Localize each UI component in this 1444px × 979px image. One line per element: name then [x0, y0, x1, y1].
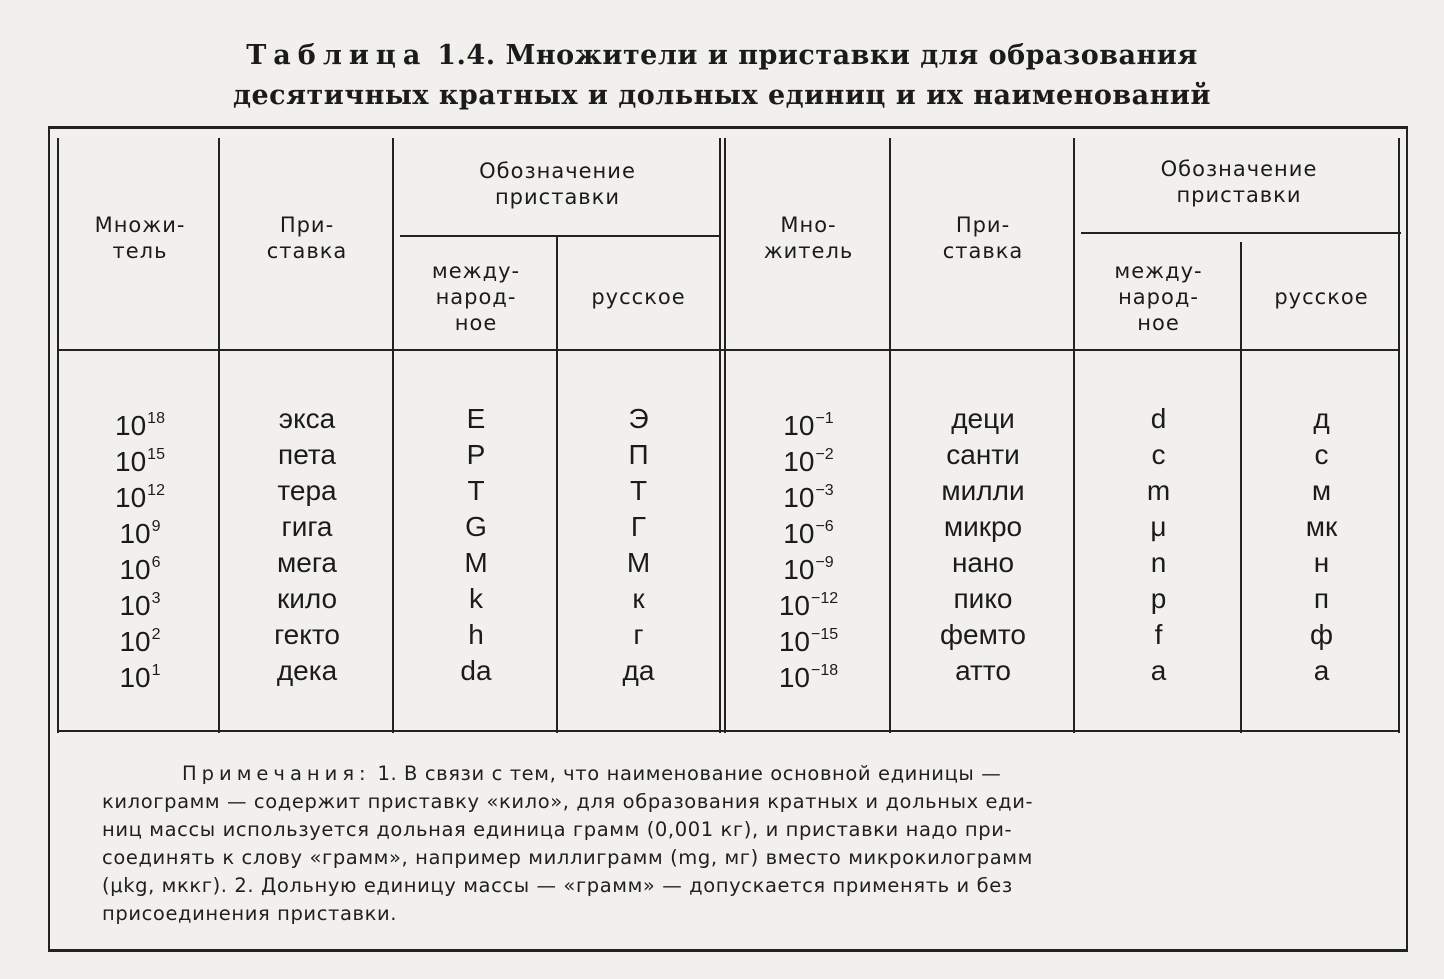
table-cell-rus-symbol: к — [632, 583, 645, 614]
col-rule-4a — [719, 138, 721, 733]
column-russian-right — [1242, 401, 1401, 689]
table-cell-multiplier: $10^9$ — [119, 518, 161, 549]
table-cell-multiplier: $10^1$ — [119, 662, 161, 693]
header-designation-left: Обозначение приставки — [479, 159, 636, 209]
table-cell-intl-symbol: P — [466, 439, 486, 470]
table-cell-intl-symbol: c — [1151, 439, 1166, 470]
table-cell-multiplier: $10^6$ — [119, 554, 161, 585]
col-rule-4b — [724, 138, 726, 733]
table-cell-prefix: кило — [276, 583, 338, 614]
table-cell-intl-symbol: T — [467, 475, 485, 506]
notes-line: соединять к слову «грамм», например миллиграмм (mg, мг) вместо микрокилограмм — [102, 846, 1033, 869]
table-cell-prefix: тера — [277, 475, 337, 506]
table-title-prefix: Таблица — [246, 40, 428, 71]
col-rule-2 — [392, 138, 394, 733]
table-cell-intl-symbol: E — [466, 403, 486, 434]
table-cell-prefix: дека — [276, 655, 338, 686]
header-international-left: между- народ- ное — [431, 259, 521, 335]
table-cell-rus-symbol: н — [1313, 547, 1330, 578]
column-multiplier-right — [728, 401, 889, 693]
notes-line: (μkg, мккг). 2. Дольную единицу массы — «грамм» — допускается применять и без — [102, 874, 1013, 897]
col-rule-1 — [218, 138, 220, 733]
table-title-rest: 1.4. Множители и приставки для образования — [437, 40, 1198, 71]
notes-line: ниц массы используется дольная единица грамм (0,001 кг), и приставки надо при- — [102, 818, 1013, 841]
header-prefix-right: При- ставка — [942, 213, 1024, 263]
header-russian-right: русское — [1274, 285, 1369, 309]
table-cell-prefix: гекто — [274, 619, 340, 650]
table-cell-prefix: деци — [951, 403, 1015, 434]
table-cell-prefix: милли — [941, 475, 1025, 506]
table-cell-prefix: атто — [955, 655, 1011, 686]
table-cell-multiplier: $10^{-12}$ — [778, 590, 839, 621]
table-cell-rus-symbol: П — [628, 439, 649, 470]
header-prefix-left: При- ставка — [266, 213, 348, 263]
notes-line: присоединения приставки. — [102, 902, 398, 925]
body-bottom-rule — [59, 730, 1399, 732]
header-multiplier-left: Множи- тель — [94, 213, 186, 263]
table-cell-rus-symbol: п — [1313, 583, 1330, 614]
table-cell-intl-symbol: d — [1150, 403, 1167, 434]
header-russian-left: русское — [591, 285, 686, 309]
header-international-right: между- народ- ное — [1114, 259, 1203, 335]
notes-lead: Примечания: — [182, 762, 371, 785]
designation-rule-right — [1081, 232, 1401, 234]
col-rule-6 — [1073, 138, 1075, 733]
table-cell-multiplier: $10^2$ — [119, 626, 161, 657]
table-cell-rus-symbol: с — [1314, 439, 1329, 470]
table-cell-multiplier: $10^{12}$ — [115, 482, 165, 513]
table-cell-multiplier: $10^{-3}$ — [783, 482, 834, 513]
table-cell-rus-symbol: Э — [628, 403, 649, 434]
table-cell-multiplier: $10^3$ — [119, 590, 161, 621]
table-title-line-2: десятичных кратных и дольных единиц и их наименований — [233, 80, 1211, 111]
column-multiplier-left — [62, 401, 218, 693]
table-cell-rus-symbol: м — [1311, 475, 1332, 506]
table-inner-border-left — [57, 138, 59, 733]
table-cell-prefix: пико — [953, 583, 1013, 614]
designation-rule-left — [400, 235, 719, 237]
table-cell-prefix: микро — [943, 511, 1023, 542]
column-russian-left — [558, 401, 719, 689]
table-cell-prefix: гига — [281, 511, 333, 542]
table-cell-multiplier: $10^{-6}$ — [783, 518, 834, 549]
table-cell-multiplier: $10^{-9}$ — [783, 554, 834, 585]
table-cell-intl-symbol: M — [464, 547, 488, 578]
table-cell-rus-symbol: ф — [1309, 619, 1334, 650]
table-cell-multiplier: $10^{-2}$ — [783, 446, 834, 477]
table-cell-prefix: нано — [951, 547, 1015, 578]
table-cell-rus-symbol: М — [626, 547, 651, 578]
column-prefix-right — [893, 401, 1073, 689]
table-cell-intl-symbol: h — [468, 619, 484, 650]
header-bottom-rule — [59, 349, 1399, 351]
table-cell-rus-symbol: г — [633, 619, 644, 650]
table-cell-intl-symbol: m — [1146, 475, 1171, 506]
column-international-right — [1077, 401, 1240, 689]
table-cell-prefix: экса — [278, 403, 336, 434]
table-title-line-1 — [0, 40, 1444, 71]
table-cell-intl-symbol: f — [1154, 619, 1163, 650]
table-cell-multiplier: $10^{18}$ — [115, 410, 165, 441]
table-cell-rus-symbol: а — [1313, 655, 1330, 686]
table-cell-intl-symbol: μ — [1150, 511, 1167, 542]
column-international-left — [396, 401, 556, 689]
table-cell-multiplier: $10^{-1}$ — [783, 410, 834, 441]
column-prefix-left — [222, 401, 392, 689]
notes-line: Примечания: 1. В связи с тем, что наименование основной единицы — — [102, 760, 1362, 788]
table-cell-multiplier: $10^{15}$ — [115, 446, 165, 477]
table-cell-intl-symbol: k — [469, 583, 483, 614]
table-cell-multiplier: $10^{-15}$ — [778, 626, 839, 657]
table-cell-prefix: пета — [278, 439, 336, 470]
col-rule-5 — [889, 138, 891, 733]
table-cell-rus-symbol: Т — [629, 475, 648, 506]
table-cell-prefix: мега — [277, 547, 337, 578]
table-cell-intl-symbol: p — [1150, 583, 1167, 614]
table-cell-multiplier: $10^{-18}$ — [778, 662, 839, 693]
table-notes — [102, 760, 1362, 928]
table-cell-intl-symbol: n — [1150, 547, 1167, 578]
table-cell-intl-symbol: da — [460, 655, 492, 686]
table-cell-prefix: фемто — [940, 619, 1026, 650]
header-designation-right: Обозначение приставки — [1160, 157, 1318, 207]
table-cell-rus-symbol: мк — [1305, 511, 1338, 542]
table-cell-intl-symbol: a — [1150, 655, 1167, 686]
table-cell-prefix: санти — [946, 439, 1020, 470]
table-cell-intl-symbol: G — [465, 511, 487, 542]
header-multiplier-right: Мно- житель — [763, 213, 854, 263]
table-cell-rus-symbol: да — [622, 655, 655, 686]
table-cell-rus-symbol: Г — [630, 511, 647, 542]
notes-line: килограмм — содержит приставку «кило», для образования кратных и дольных еди- — [102, 790, 1034, 813]
table-cell-rus-symbol: д — [1313, 403, 1330, 434]
